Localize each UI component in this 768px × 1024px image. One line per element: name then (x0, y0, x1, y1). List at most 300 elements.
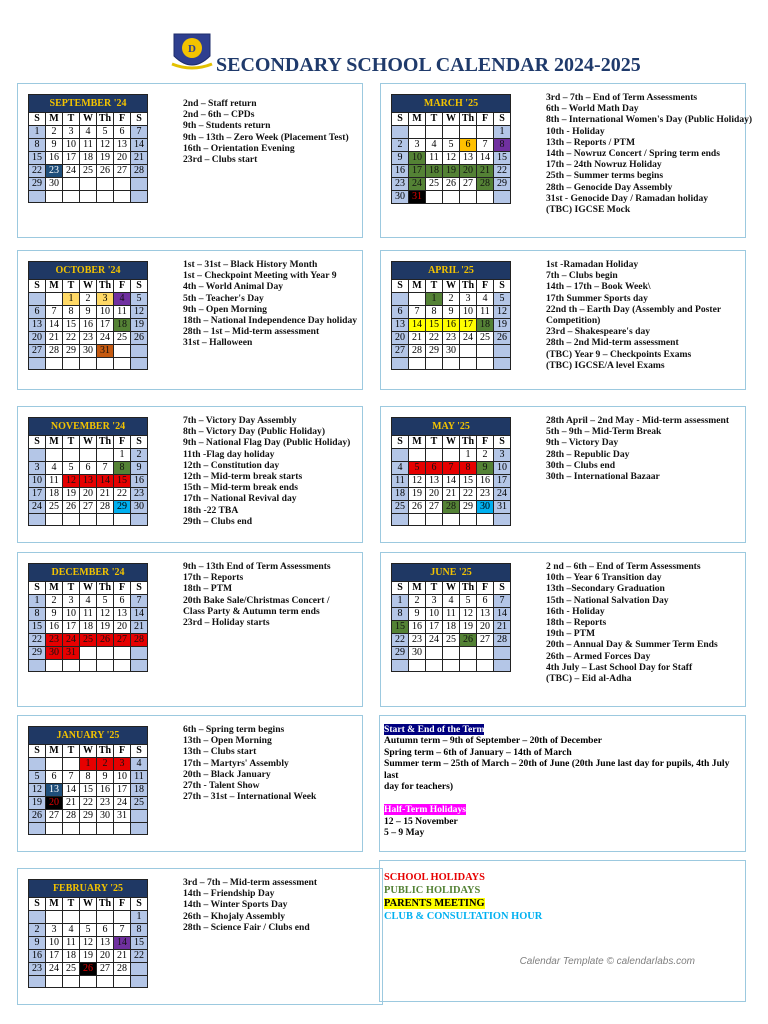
day-cell: 17 (494, 475, 511, 488)
day-cell: 28 (443, 501, 460, 514)
event-item: 2nd – Staff return (183, 98, 257, 109)
day-cell (63, 758, 80, 771)
day-cell: 24 (114, 797, 131, 810)
day-header: F (477, 280, 494, 293)
day-cell: 13 (114, 608, 131, 621)
day-cell: 29 (426, 345, 443, 358)
day-cell: 14 (63, 784, 80, 797)
day-cell: 16 (409, 621, 426, 634)
month-events-list (183, 259, 357, 349)
day-header: Th (460, 436, 477, 449)
event-item: 28th – Genocide Day Assembly (546, 181, 673, 193)
day-cell: 24 (29, 501, 46, 514)
day-cell (80, 358, 97, 370)
day-cell (63, 191, 80, 203)
day-cell: 4 (80, 595, 97, 608)
day-cell: 16 (46, 621, 63, 634)
day-cell (29, 976, 46, 988)
day-cell (97, 178, 114, 191)
day-cell: 11 (392, 475, 409, 488)
template-credit: Calendar Template © calendarlabs.com (519, 956, 695, 967)
day-cell (80, 823, 97, 835)
day-cell: 9 (97, 771, 114, 784)
day-cell: 12 (29, 784, 46, 797)
day-cell: 10 (97, 306, 114, 319)
day-cell: 10 (63, 608, 80, 621)
day-cell: 9 (477, 462, 494, 475)
event-item: 9th – National Flag Day (Public Holiday) (183, 437, 351, 449)
month-calendar-grid (391, 94, 511, 204)
day-cell: 11 (477, 306, 494, 319)
day-header: S (392, 113, 409, 126)
day-cell: 6 (114, 126, 131, 139)
month-name: MARCH '25 (392, 95, 511, 113)
day-cell: 7 (63, 771, 80, 784)
day-cell: 7 (114, 924, 131, 937)
month-calendar-grid (28, 726, 148, 835)
day-cell: 5 (131, 293, 148, 306)
month-name: FEBRUARY '25 (29, 880, 148, 898)
term-heading: Start & End of the Term (384, 724, 485, 735)
day-header: W (80, 582, 97, 595)
event-item: 13th – Clubs start (183, 746, 257, 758)
day-cell (460, 126, 477, 139)
event-item: 6th – Spring term begins (183, 724, 285, 735)
day-cell: 20 (80, 488, 97, 501)
day-header: M (46, 745, 63, 758)
day-cell (426, 126, 443, 139)
day-header: S (494, 280, 511, 293)
day-cell (426, 449, 443, 462)
day-cell (426, 191, 443, 204)
day-cell: 24 (63, 634, 80, 647)
day-cell (494, 191, 511, 204)
month-events-list (546, 259, 721, 371)
day-cell: 19 (409, 488, 426, 501)
day-cell: 16 (131, 475, 148, 488)
day-cell: 20 (114, 152, 131, 165)
day-cell (114, 345, 131, 358)
day-cell (477, 358, 494, 370)
term-line-spring: Spring term – 6th of January – 14th of March (384, 746, 572, 758)
term-line-summer: Summer term – 25th of March – 20th of June (20th June last day for pupils, 4th July last (384, 758, 730, 781)
day-cell: 17 (426, 621, 443, 634)
day-header: S (392, 582, 409, 595)
event-item: 17th – 24th Nowruz Holiday (546, 159, 662, 171)
day-cell: 17 (97, 319, 114, 332)
day-cell: 22 (114, 488, 131, 501)
day-header: M (409, 436, 426, 449)
event-item: 17th – Martyrs' Assembly (183, 757, 289, 769)
day-cell (97, 449, 114, 462)
day-cell: 25 (80, 165, 97, 178)
legend-public-holidays: PUBLIC HOLIDAYS (384, 885, 481, 896)
day-cell (443, 514, 460, 526)
day-cell (46, 358, 63, 370)
day-cell: 3 (46, 924, 63, 937)
day-cell: 21 (477, 165, 494, 178)
day-cell: 24 (494, 488, 511, 501)
day-header: S (29, 113, 46, 126)
day-cell: 6 (114, 595, 131, 608)
day-cell: 20 (460, 165, 477, 178)
day-cell: 15 (80, 784, 97, 797)
day-cell (63, 823, 80, 835)
day-cell: 6 (97, 924, 114, 937)
event-item: 13th – Reports / PTM (546, 136, 635, 148)
day-cell: 3 (494, 449, 511, 462)
day-cell: 22 (29, 165, 46, 178)
day-cell (97, 660, 114, 672)
month-calendar-grid (391, 563, 511, 672)
day-cell: 16 (443, 319, 460, 332)
day-cell: 13 (392, 319, 409, 332)
day-cell: 4 (426, 139, 443, 152)
day-cell (426, 514, 443, 526)
event-item: 1st – 31st – Black History Month (183, 259, 318, 270)
day-header: S (494, 582, 511, 595)
event-item: 8th – Victory Day (Public Holiday) (183, 426, 326, 438)
day-cell: 28 (63, 810, 80, 823)
day-cell: 21 (494, 621, 511, 634)
day-cell: 2 (409, 595, 426, 608)
day-header: S (29, 745, 46, 758)
event-item: 5th – 9th – Mid-Term Break (546, 426, 662, 438)
day-cell (29, 293, 46, 306)
half-term-november: 12 – 15 November (384, 815, 458, 827)
day-cell: 5 (29, 771, 46, 784)
event-item: 17th – Reports (183, 572, 244, 584)
day-cell (46, 293, 63, 306)
month-calendar-grid (28, 261, 148, 370)
day-cell (80, 647, 97, 660)
day-cell: 21 (131, 152, 148, 165)
day-cell (97, 358, 114, 370)
day-cell: 14 (409, 319, 426, 332)
day-cell: 30 (477, 501, 494, 514)
day-header: Th (97, 898, 114, 911)
event-item: 4th July – Last School Day for Staff (546, 661, 693, 673)
day-cell: 26 (460, 634, 477, 647)
day-cell: 6 (29, 306, 46, 319)
day-header: M (46, 113, 63, 126)
day-cell: 16 (46, 152, 63, 165)
day-cell: 23 (97, 797, 114, 810)
day-cell: 13 (114, 139, 131, 152)
day-cell: 25 (80, 634, 97, 647)
month-name: NOVEMBER '24 (29, 418, 148, 436)
event-item: (TBC) Year 9 – Checkpoints Exams (546, 348, 692, 360)
day-cell: 8 (114, 462, 131, 475)
day-cell: 20 (426, 488, 443, 501)
day-cell: 5 (460, 595, 477, 608)
day-header: F (114, 898, 131, 911)
event-item: 11th -Flag day holiday (183, 448, 275, 460)
day-cell (29, 758, 46, 771)
day-cell: 17 (114, 784, 131, 797)
day-cell (392, 449, 409, 462)
day-cell: 27 (29, 345, 46, 358)
day-cell: 10 (409, 152, 426, 165)
day-cell (460, 345, 477, 358)
day-cell: 1 (29, 595, 46, 608)
day-cell: 27 (114, 634, 131, 647)
day-cell (443, 449, 460, 462)
day-cell (114, 660, 131, 672)
event-item: 10th - Holiday (546, 125, 605, 137)
day-cell (80, 911, 97, 924)
day-header: Th (97, 280, 114, 293)
day-cell (477, 660, 494, 672)
day-cell: 6 (392, 306, 409, 319)
event-item: 26th – Khojaly Assembly (183, 910, 286, 922)
day-cell: 16 (29, 950, 46, 963)
day-cell: 29 (494, 178, 511, 191)
day-cell: 3 (63, 126, 80, 139)
day-cell: 18 (131, 784, 148, 797)
day-header: W (80, 280, 97, 293)
day-cell (29, 191, 46, 203)
day-cell: 5 (63, 462, 80, 475)
event-item: 23rd – Holiday starts (183, 617, 270, 629)
day-cell: 2 (80, 293, 97, 306)
event-item: 7th – Victory Day Assembly (183, 415, 297, 426)
day-cell: 9 (409, 608, 426, 621)
day-cell: 29 (29, 647, 46, 660)
day-cell: 28 (46, 345, 63, 358)
day-cell: 30 (409, 647, 426, 660)
day-cell: 29 (392, 647, 409, 660)
day-cell (131, 660, 148, 672)
day-cell: 3 (29, 462, 46, 475)
event-item: 20th Bake Sale/Christmas Concert / (183, 594, 330, 606)
day-cell: 21 (131, 621, 148, 634)
legend-panel (379, 860, 746, 1002)
day-cell (477, 191, 494, 204)
day-cell (46, 449, 63, 462)
day-cell: 12 (409, 475, 426, 488)
day-cell: 26 (443, 178, 460, 191)
day-cell (460, 660, 477, 672)
day-cell: 22 (392, 634, 409, 647)
event-item: 22nd th – Earth Day (Assembly and Poster (546, 303, 722, 315)
day-header: T (63, 582, 80, 595)
day-cell: 3 (114, 758, 131, 771)
day-cell: 7 (46, 306, 63, 319)
day-cell: 9 (46, 608, 63, 621)
day-cell: 1 (80, 758, 97, 771)
day-cell: 17 (46, 950, 63, 963)
day-cell: 27 (80, 501, 97, 514)
day-cell (114, 911, 131, 924)
day-cell: 23 (477, 488, 494, 501)
day-cell: 22 (63, 332, 80, 345)
event-item: 3rd – 7th – End of Term Assessments (546, 92, 698, 103)
day-cell: 8 (131, 924, 148, 937)
day-header: S (131, 582, 148, 595)
event-item: 18th -22 TBA (183, 504, 239, 516)
day-cell: 13 (80, 475, 97, 488)
day-header: M (46, 280, 63, 293)
day-cell: 2 (443, 293, 460, 306)
day-cell: 31 (409, 191, 426, 204)
day-cell: 26 (409, 501, 426, 514)
day-cell: 26 (63, 501, 80, 514)
day-cell: 8 (29, 608, 46, 621)
day-cell: 24 (63, 165, 80, 178)
day-cell: 27 (114, 165, 131, 178)
day-cell (477, 647, 494, 660)
day-cell: 25 (114, 332, 131, 345)
event-item: Competition) (546, 315, 601, 327)
month-name: OCTOBER '24 (29, 262, 148, 280)
day-cell: 11 (114, 306, 131, 319)
day-header: Th (97, 582, 114, 595)
day-cell: 28 (131, 634, 148, 647)
day-cell: 20 (477, 621, 494, 634)
day-cell: 3 (426, 595, 443, 608)
day-cell: 22 (460, 488, 477, 501)
day-cell (131, 514, 148, 526)
day-cell (409, 514, 426, 526)
month-events-list (546, 561, 718, 684)
month-panel-june-25 (380, 552, 746, 707)
event-item: 27th - Talent Show (183, 780, 260, 792)
day-cell: 16 (477, 475, 494, 488)
day-cell: 4 (114, 293, 131, 306)
day-cell (114, 514, 131, 526)
month-calendar-grid (28, 417, 148, 526)
day-cell: 7 (443, 462, 460, 475)
day-cell: 1 (29, 126, 46, 139)
day-header: W (80, 898, 97, 911)
day-cell (443, 191, 460, 204)
day-cell (46, 823, 63, 835)
day-cell (131, 810, 148, 823)
day-cell (46, 758, 63, 771)
day-cell: 28 (494, 634, 511, 647)
day-cell: 10 (494, 462, 511, 475)
event-item: 28th April – 2nd May - Mid-term assessment (546, 415, 730, 426)
day-cell: 23 (80, 332, 97, 345)
day-cell: 23 (46, 165, 63, 178)
day-cell: 26 (131, 332, 148, 345)
day-cell (29, 449, 46, 462)
day-header: M (409, 280, 426, 293)
day-cell: 15 (63, 319, 80, 332)
day-cell: 12 (131, 306, 148, 319)
day-cell: 9 (80, 306, 97, 319)
day-cell: 15 (392, 621, 409, 634)
month-calendar-grid (28, 879, 148, 988)
day-cell: 30 (443, 345, 460, 358)
day-header: S (131, 745, 148, 758)
day-cell: 27 (392, 345, 409, 358)
event-item: 15th – Mid-term break ends (183, 482, 298, 494)
day-cell: 10 (63, 139, 80, 152)
day-cell (46, 911, 63, 924)
day-cell: 12 (97, 608, 114, 621)
event-item: 12th – Constitution day (183, 459, 280, 471)
day-cell: 21 (443, 488, 460, 501)
day-header: S (494, 436, 511, 449)
day-cell: 26 (97, 165, 114, 178)
day-cell: 22 (426, 332, 443, 345)
day-cell: 7 (131, 595, 148, 608)
day-header: S (29, 582, 46, 595)
day-cell (460, 514, 477, 526)
event-item: 14th – Nowruz Concert / Spring term ends (546, 148, 721, 160)
day-cell (477, 345, 494, 358)
day-header: F (114, 280, 131, 293)
day-header: Th (97, 113, 114, 126)
day-cell: 25 (131, 797, 148, 810)
month-events-list (183, 724, 316, 802)
day-cell: 1 (392, 595, 409, 608)
day-cell (80, 191, 97, 203)
day-cell (46, 660, 63, 672)
day-cell: 4 (477, 293, 494, 306)
day-cell: 8 (426, 306, 443, 319)
day-cell: 22 (29, 634, 46, 647)
day-cell: 14 (494, 608, 511, 621)
day-cell: 8 (494, 139, 511, 152)
event-item: 13th – Open Morning (183, 735, 272, 747)
day-cell (97, 514, 114, 526)
day-cell: 2 (97, 758, 114, 771)
day-cell: 14 (97, 475, 114, 488)
day-header: T (63, 113, 80, 126)
day-cell: 11 (443, 608, 460, 621)
day-cell (426, 660, 443, 672)
day-cell: 11 (46, 475, 63, 488)
day-cell: 1 (114, 449, 131, 462)
day-cell: 6 (46, 771, 63, 784)
month-events-list (546, 92, 752, 215)
day-cell: 9 (392, 152, 409, 165)
day-cell: 10 (29, 475, 46, 488)
event-item: 9th – Victory Day (546, 437, 619, 449)
day-cell: 8 (29, 139, 46, 152)
day-cell: 30 (46, 178, 63, 191)
event-item: 6th – World Math Day (546, 103, 639, 115)
day-cell: 1 (460, 449, 477, 462)
day-cell (97, 191, 114, 203)
month-panel-november-24 (17, 406, 363, 543)
day-cell: 18 (392, 488, 409, 501)
day-cell: 9 (29, 937, 46, 950)
day-cell: 25 (63, 963, 80, 976)
day-cell (80, 514, 97, 526)
month-name: APRIL '25 (392, 262, 511, 280)
day-cell (63, 449, 80, 462)
event-item: 15th – National Salvation Day (546, 594, 669, 606)
day-cell (63, 660, 80, 672)
day-header: F (114, 436, 131, 449)
day-cell: 30 (80, 345, 97, 358)
event-item: 13th –Secondary Graduation (546, 583, 665, 595)
event-item: 12th – Mid-term break starts (183, 471, 303, 483)
month-panel-february-25 (17, 868, 383, 1005)
day-cell: 13 (46, 784, 63, 797)
month-name: MAY '25 (392, 418, 511, 436)
day-cell (426, 647, 443, 660)
day-cell (114, 358, 131, 370)
event-item: 17th Summer Sports day (546, 292, 648, 304)
day-cell: 1 (131, 911, 148, 924)
day-header: Th (97, 436, 114, 449)
day-cell: 25 (443, 634, 460, 647)
